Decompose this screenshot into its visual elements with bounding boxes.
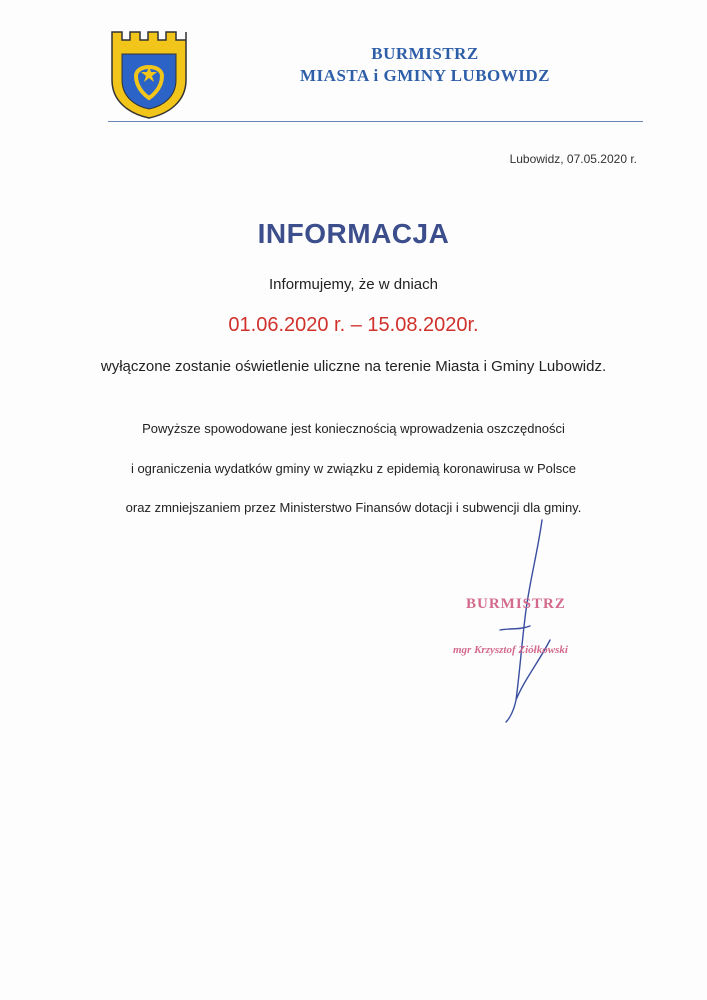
- document-date: Lubowidz, 07.05.2020 r.: [509, 152, 637, 166]
- paragraph-line: i ograniczenia wydatków gminy w związku z epidemią koronawirusa w Polsce: [130, 461, 577, 476]
- office-subtitle: MIASTA i GMINY LUBOWIDZ: [300, 66, 550, 85]
- header-divider: [108, 121, 643, 122]
- paragraph-line: oraz zmniejszaniem przez Ministerstwo Finansów dotacji i subwencji dla gminy.: [125, 500, 582, 515]
- main-announcement: wyłączone zostanie oświetlenie uliczne na terenie Miasta i Gminy Lubowidz.: [100, 358, 607, 375]
- stamp-name: mgr Krzysztof Ziółkowski: [453, 644, 568, 656]
- intro-text: Informujemy, że w dniach: [269, 276, 438, 293]
- paragraph-line: Powyższe spowodowane jest koniecznością wprowadzenia oszczędności: [142, 421, 565, 436]
- coat-of-arms-icon: [108, 28, 190, 120]
- stamp-title: BURMISTRZ: [466, 596, 566, 612]
- handwritten-signature-icon: [480, 510, 560, 730]
- date-range: 01.06.2020 r. – 15.08.2020r.: [228, 314, 479, 336]
- document-title: INFORMACJA: [257, 218, 450, 249]
- office-header: [260, 44, 590, 86]
- office-title: BURMISTRZ: [371, 44, 479, 63]
